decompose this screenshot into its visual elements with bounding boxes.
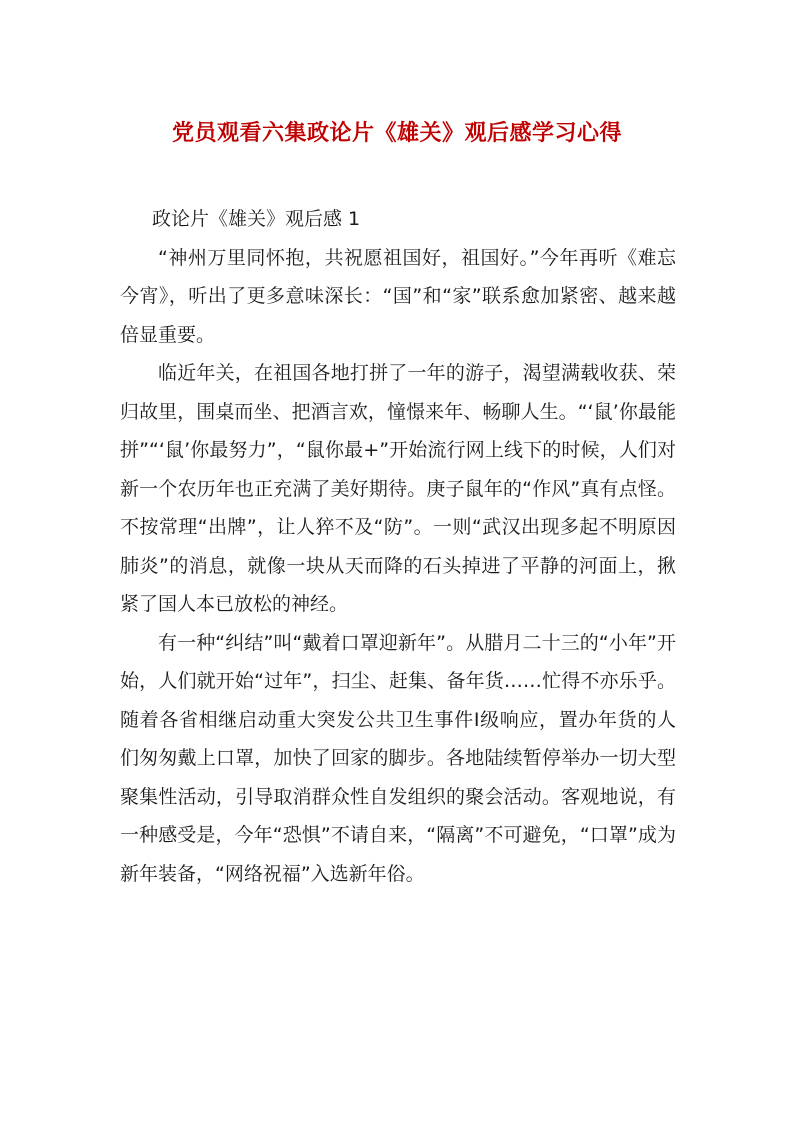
document-body [120, 200, 676, 893]
document-title: 党员观看六集政论片《雄关》观后感学习心得 [171, 119, 622, 146]
paragraph: 有一种“纠结”叫“戴着口罩迎新年”。从腊月二十三的“小年”开始，人们就开始“过年”，扫尘、赶集、备年货……忙得不亦乐乎。随着各省相继启动重大突发公共卫生事件Ⅰ级响应，置办年货的人们匆匆戴上口罩，加快了回家的脚步。各地陆续暂停举办一切大型聚集性活动，引导取消群众性自发组织的聚会活动。客观地说，有一种感受是，今年“恐惧”不请自来，“隔离”不可避免，“口罩”成为新年装备，“网络祝福”入选新年俗。 [120, 631, 676, 885]
section-subheading: 政论片《雄关》观后感 1 [152, 208, 361, 230]
paragraph: 临近年关，在祖国各地打拼了一年的游子，渴望满载收获、荣归故里，围桌而坐、把酒言欢，憧憬来年、畅聊人生。“‘鼠’你最能拼”“‘鼠’你最努力”，“鼠你最+”开始流行网上线下的时候，人们对新一个农历年也正充满了美好期待。庚子鼠年的“作风”真有点怪。不按常理“出牌”，让人猝不及“防”。一则“武汉出现多起不明原因肺炎”的消息，就像一块从天而降的石头掉进了平静的河面上，揪紧了国人本已放松的神经。 [120, 362, 676, 615]
paragraph: “神州万里同怀抱，共祝愿祖国好，祖国好。”今年再听《难忘今宵》，听出了更多意味深长：“国”和“家”联系愈加紧密、越来越倍显重要。 [120, 246, 676, 346]
